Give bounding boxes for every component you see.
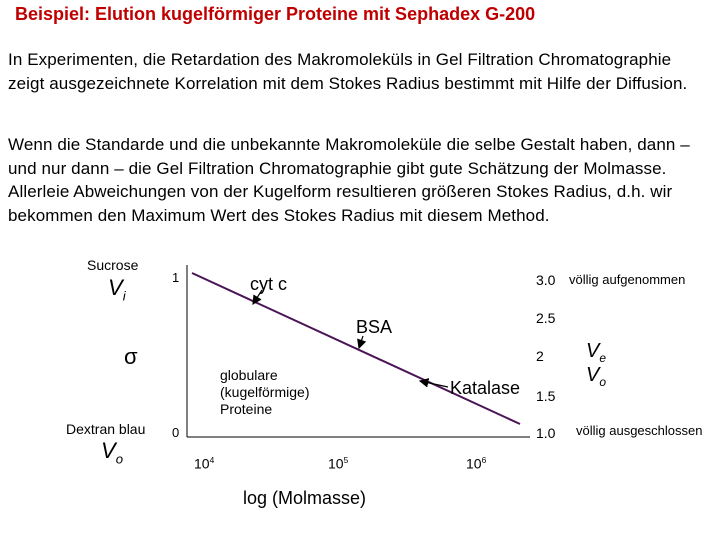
- katalase-arrow: [420, 381, 448, 387]
- globular-label: globulare (kugelförmige) Proteine: [220, 367, 310, 417]
- x-tick-1e4: $10^4$: [194, 455, 215, 472]
- y-tick-right-3.0: 3.0: [536, 272, 556, 288]
- y-tick-right-1.5: 1.5: [536, 388, 556, 404]
- paragraph-intro: In Experimenten, die Retardation des Makromoleküls in Gel Filtration Chromatographie zeigt ausgezeichnete Korrelation mit dem Stokes Radius bestimmt mit Hilfe der Diffusion.: [8, 50, 688, 93]
- vo-sub: o: [115, 451, 124, 467]
- x-axis-label: log (Molmasse): [243, 488, 367, 508]
- ratio-vo-label: $V_o$: [586, 364, 607, 389]
- voellig-ausgeschlossen-label: völlig ausgeschlossen: [576, 423, 703, 438]
- ve-label: $V_e$: [586, 340, 607, 365]
- tick-left-0: 0: [172, 425, 180, 440]
- y-tick-right-2: 2: [536, 348, 544, 364]
- page-title: Beispiel: Elution kugelförmiger Proteine mit Sephadex G-200: [15, 4, 536, 24]
- tick-left-1: 1: [172, 270, 180, 285]
- sucrose-label: Sucrose: [87, 257, 139, 273]
- vi-label: [108, 275, 126, 303]
- vi-main: V: [108, 275, 123, 300]
- voellig-aufgenommen-label: völlig aufgenommen: [569, 272, 686, 287]
- cytc-label: cyt c: [250, 274, 288, 294]
- vo-label: [101, 438, 123, 466]
- vo-main: V: [101, 438, 116, 463]
- vi-sub: i: [122, 288, 126, 304]
- y-tick-right-1.0: 1.0: [536, 425, 556, 441]
- katalase-label: Katalase: [450, 378, 521, 398]
- y-tick-right-2.5: 2.5: [536, 310, 556, 326]
- bsa-label: BSA: [356, 317, 393, 337]
- paragraph-explanation: Wenn die Standarde und die unbekannte Makromoleküle die selbe Gestalt haben, dann – und nur dann – die Gel Filtration Chromatographie gibt gute Schätzung der Molmasse. Allerleie Abweichungen von der Kugelform resultieren größeren Stokes Radius, d.h. wir bekommen den Maximum Wert des Stokes Radius mit diesem Method.: [8, 135, 690, 225]
- sigma-label: σ: [124, 344, 138, 369]
- x-tick-1e5: $10^5$: [328, 455, 349, 472]
- dextran-label: Dextran blau: [66, 421, 146, 437]
- x-tick-1e6: $10^6$: [466, 455, 487, 472]
